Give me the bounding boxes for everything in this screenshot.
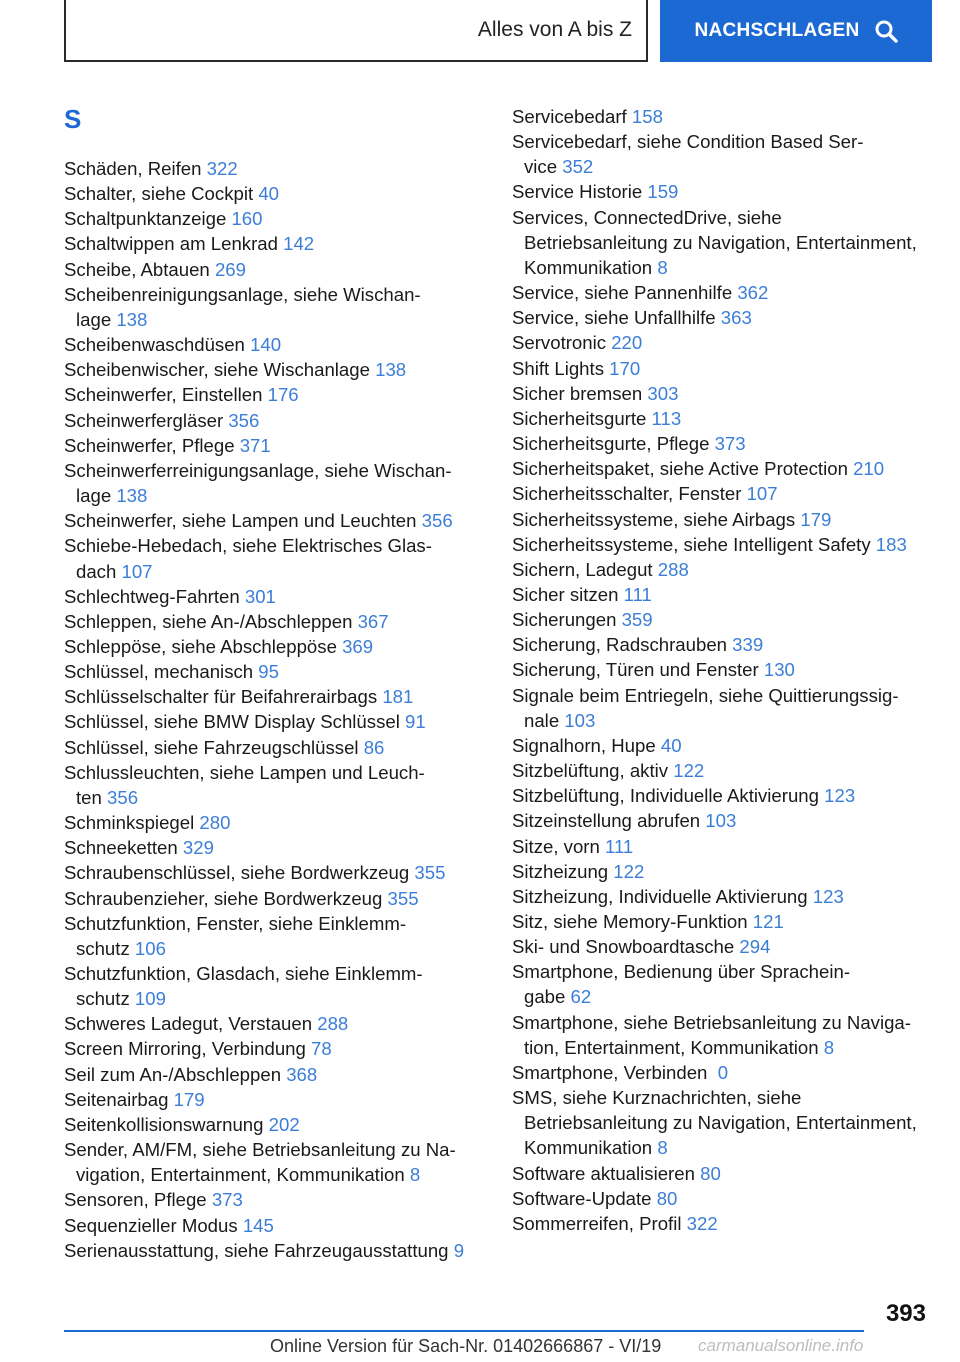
entry-text: Scheinwerfer, siehe Lampen und Leuchten — [64, 510, 422, 532]
page-link[interactable]: 138 — [375, 359, 407, 381]
page-header — [64, 0, 932, 64]
index-entry — [512, 104, 942, 129]
entry-text: Schraubenzieher, siehe Bordwerkzeug — [64, 887, 388, 909]
page-link[interactable]: 220 — [611, 332, 643, 354]
entry-text: Schlüssel, siehe BMW Display Schlüssel — [64, 711, 406, 733]
version-text: Online Version für Sach-Nr. 01402666867 - VI/19 — [270, 1336, 662, 1356]
index-entry — [64, 458, 484, 508]
page-link[interactable]: 40 — [660, 734, 682, 756]
page-link[interactable]: 121 — [752, 911, 784, 932]
index-entry — [64, 684, 484, 709]
index-entry — [512, 783, 942, 808]
page-link[interactable]: 111 — [623, 583, 652, 605]
index-entry — [64, 810, 484, 835]
page-link[interactable]: 138 — [116, 485, 148, 507]
index-entry — [512, 330, 942, 355]
page-link[interactable]: 368 — [286, 1063, 318, 1085]
entry-text: Seitenairbag — [64, 1088, 174, 1110]
entry-text: Schaltpunktanzeige — [64, 208, 232, 230]
index-entry — [512, 381, 942, 406]
index-entry — [64, 709, 484, 734]
index-entry — [512, 834, 942, 859]
page-link[interactable]: 62 — [570, 986, 592, 1008]
page-link[interactable]: 176 — [267, 384, 299, 406]
index-entry — [64, 835, 484, 860]
index-entry — [512, 607, 942, 632]
entry-text: SMS, siehe Kurznachrichten, siehe Betriebsanleitung zu Navigation, Entertainment, Kommunikation — [512, 1087, 917, 1159]
page-link[interactable]: 160 — [231, 208, 263, 230]
entry-text: Software aktualisieren — [512, 1162, 701, 1184]
index-entry — [64, 860, 484, 885]
entry-text: Scheibenwischer, siehe Wischanlage — [64, 359, 376, 381]
index-entry — [64, 886, 484, 911]
index-column-left — [64, 102, 484, 1263]
entry-text: Schneeketten — [64, 837, 183, 859]
index-entry — [512, 179, 942, 204]
page-link[interactable]: 142 — [283, 233, 315, 255]
index-entry — [64, 1137, 484, 1187]
index-entry — [512, 507, 942, 532]
page-link[interactable]: 107 — [121, 560, 153, 582]
entry-text: Sitz, siehe Memory-Funktion — [512, 911, 753, 932]
page-link[interactable]: 202 — [268, 1113, 300, 1135]
entry-text: Smartphone, Verbinden — [512, 1061, 718, 1083]
page-link[interactable]: 86 — [363, 736, 385, 758]
entry-text: Sensoren, Pflege — [64, 1189, 212, 1211]
page-link[interactable]: 8 — [409, 1164, 421, 1186]
index-entry — [512, 1010, 942, 1060]
index-entry — [512, 532, 942, 557]
index-entry — [64, 206, 484, 231]
entry-text: Sequenzieller Modus — [64, 1214, 243, 1236]
index-entry — [512, 859, 942, 884]
entry-text: Scheibe, Abtauen — [64, 258, 215, 280]
page-link[interactable]: 322 — [206, 158, 238, 179]
page-link[interactable]: 356 — [421, 510, 453, 532]
entry-text: Screen Mirroring, Verbindung — [64, 1038, 312, 1060]
entry-text: Schutzfunktion, Fenster, siehe Einklemm‐ schutz — [64, 912, 407, 959]
entry-text: Sicher sitzen — [512, 583, 624, 605]
search-icon — [874, 19, 898, 43]
entry-text: Signale beim Entriegeln, siehe Quittierungssig‐ nale — [512, 684, 899, 731]
entry-text: Serienausstattung, siehe Fahrzeugausstattung — [64, 1239, 454, 1261]
page-link[interactable]: 122 — [613, 860, 645, 882]
index-entry — [64, 735, 484, 760]
page-link[interactable]: 159 — [647, 181, 679, 203]
page-link[interactable]: 373 — [211, 1189, 243, 1211]
page-link[interactable]: 367 — [357, 610, 389, 632]
entry-text: Scheinwerfer, Pflege — [64, 434, 240, 456]
index-entry — [512, 808, 942, 833]
page-link[interactable]: 294 — [739, 936, 771, 958]
page-link[interactable]: 130 — [763, 659, 795, 681]
section-tab[interactable] — [64, 0, 648, 62]
entry-text: Service, siehe Pannenhilfe — [512, 282, 738, 304]
page-link[interactable]: 107 — [746, 483, 778, 505]
page-link[interactable]: 103 — [564, 709, 596, 731]
index-entry — [64, 1011, 484, 1036]
page-link[interactable]: 183 — [875, 533, 907, 555]
index-entry — [512, 456, 942, 481]
footer-divider — [64, 1330, 864, 1332]
index-entry — [64, 1187, 484, 1212]
entry-text: Servicebedarf — [512, 106, 632, 127]
entry-text: Scheibenwaschdüsen — [64, 334, 251, 356]
index-entry — [64, 433, 484, 458]
entry-text: Scheinwerfer, Einstellen — [64, 384, 268, 406]
entry-text: Service Historie — [512, 181, 648, 203]
index-entry — [512, 356, 942, 381]
index-entry — [64, 181, 484, 206]
entry-text: Sitzheizung — [512, 860, 614, 882]
entry-text: Signalhorn, Hupe — [512, 734, 661, 756]
page-link[interactable]: 280 — [199, 812, 231, 834]
index-entry — [512, 1161, 942, 1186]
entry-text: Software-Update — [512, 1187, 657, 1209]
entry-text: Schleppen, siehe An-/Abschleppen — [64, 610, 358, 632]
page-link[interactable]: 288 — [317, 1013, 349, 1035]
index-entry — [512, 557, 942, 582]
index-entry — [512, 632, 942, 657]
page-link[interactable]: 356 — [107, 786, 139, 808]
page-link[interactable]: 322 — [686, 1212, 718, 1234]
index-entry — [64, 584, 484, 609]
page-link[interactable]: 363 — [720, 307, 752, 329]
section-title: Alles von A bis Z — [477, 18, 632, 41]
page-link[interactable]: 355 — [387, 887, 419, 909]
page-link[interactable]: 9 — [453, 1239, 465, 1261]
index-entry — [64, 282, 484, 332]
entry-text: Services, ConnectedDrive, siehe Betriebsanleitung zu Navigation, Entertainment, Kommunikation — [512, 206, 917, 278]
index-entry — [512, 582, 942, 607]
entry-text: Schraubenschlüssel, siehe Bordwerkzeug — [64, 862, 415, 884]
entry-text: Schminkspiegel — [64, 812, 200, 834]
index-entry — [64, 508, 484, 533]
page-link[interactable]: 303 — [647, 382, 679, 404]
entry-text: Sender, AM/FM, siehe Betriebsanleitung zu Na‐ vigation, Entertainment, Kommunikation — [64, 1139, 456, 1186]
page-link[interactable]: 170 — [609, 357, 641, 379]
index-entry — [512, 934, 942, 959]
page-link[interactable]: 369 — [342, 635, 374, 657]
entry-text: Sitzbelüftung, Individuelle Aktivierung — [512, 785, 825, 807]
entry-text: Schutzfunktion, Glasdach, siehe Einklemm‐ schutz — [64, 963, 423, 1010]
index-entry — [512, 657, 942, 682]
page-link[interactable]: 91 — [405, 711, 426, 733]
entry-text: Schweres Ladegut, Verstauen — [64, 1013, 318, 1035]
index-entry — [64, 609, 484, 634]
page-link[interactable]: 352 — [562, 156, 594, 178]
entry-text: Sicherheitspaket, siehe Active Protection — [512, 458, 854, 480]
entry-text: Scheinwerfergläser — [64, 409, 229, 431]
entry-text: Sicherheitsschalter, Fenster — [512, 483, 747, 505]
entry-text: Sicherheitsgurte — [512, 407, 652, 429]
index-entry — [512, 758, 942, 783]
index-entry — [64, 408, 484, 433]
entry-text: Schiebe-Hebedach, siehe Elektrisches Glas‐ dach — [64, 535, 432, 582]
entry-text: Seil zum An-/Abschleppen — [64, 1063, 287, 1085]
entry-text: Servicebedarf, siehe Condition Based Ser‐ vice — [512, 131, 864, 178]
page-link[interactable]: 339 — [732, 634, 764, 656]
index-entry — [512, 1060, 942, 1085]
index-entry — [512, 959, 942, 1009]
index-entry — [64, 911, 484, 961]
page-link[interactable]: 288 — [657, 558, 689, 580]
page-link[interactable]: 109 — [134, 988, 166, 1010]
index-entry — [64, 1213, 484, 1238]
entry-text: Schleppöse, siehe Abschleppöse — [64, 635, 343, 657]
entry-text: Sicherheitssysteme, siehe Airbags — [512, 508, 801, 530]
page-link[interactable]: 373 — [714, 433, 746, 455]
page-link[interactable]: 8 — [823, 1036, 835, 1058]
index-entry — [64, 1087, 484, 1112]
page-link[interactable]: 8 — [657, 256, 668, 278]
entry-text: Sicherheitssysteme, siehe Intelligent Safety — [512, 533, 876, 555]
page-link[interactable]: 362 — [737, 282, 769, 304]
page-link[interactable]: 179 — [173, 1088, 205, 1110]
page-link[interactable]: 122 — [673, 760, 705, 782]
index-entry — [512, 280, 942, 305]
entry-text: Scheinwerferreinigungsanlage, siehe Wischan‐ lage — [64, 459, 452, 507]
index-entry — [512, 909, 942, 934]
page-link[interactable]: 80 — [700, 1162, 721, 1184]
entry-text: Schlechtweg-Fahrten — [64, 585, 245, 607]
entry-text: Shift Lights — [512, 357, 610, 379]
entry-text: Schalter, siehe Cockpit — [64, 183, 259, 205]
index-entry — [64, 1062, 484, 1087]
entry-text: Sitzheizung, Individuelle Aktivierung — [512, 885, 813, 907]
entry-text: Schlüssel, siehe Fahrzeugschlüssel — [64, 736, 364, 758]
entry-text: Ski- und Snowboardtasche — [512, 936, 740, 958]
page-link[interactable]: 103 — [705, 810, 737, 832]
page-link[interactable]: 123 — [824, 785, 856, 807]
index-entry — [64, 961, 484, 1011]
index-list-left — [64, 156, 484, 1263]
entry-text: Service, siehe Unfallhilfe — [512, 307, 721, 329]
entry-text: Smartphone, Bedienung über Sprachein‐ gabe — [512, 961, 851, 1008]
page-link[interactable]: 210 — [853, 458, 885, 480]
page-link[interactable]: 355 — [414, 862, 446, 884]
page-link[interactable]: 111 — [605, 835, 634, 857]
index-entry — [512, 481, 942, 506]
page-link[interactable]: 80 — [656, 1187, 678, 1209]
index-entry — [64, 1112, 484, 1137]
page-link[interactable]: 359 — [621, 609, 653, 631]
entry-text: Schlüsselschalter für Beifahrerairbags — [64, 686, 383, 708]
index-entry — [64, 533, 484, 583]
entry-text: Seitenkollisionswarnung — [64, 1113, 269, 1135]
index-entry — [512, 205, 942, 280]
index-entry — [64, 231, 484, 256]
index-entry — [64, 1238, 484, 1263]
index-list-right — [512, 104, 942, 1236]
page-link[interactable]: 181 — [382, 686, 414, 708]
index-entry — [512, 129, 942, 179]
entry-text: Schaltwippen am Lenkrad — [64, 233, 284, 255]
index-entry — [512, 406, 942, 431]
nachschlagen-tab[interactable] — [660, 0, 932, 62]
entry-text: Schäden, Reifen — [64, 158, 207, 179]
index-entry — [64, 634, 484, 659]
page-link[interactable]: 113 — [651, 407, 682, 429]
entry-text: Sommerreifen, Profil — [512, 1212, 687, 1234]
entry-text: Sichern, Ladegut — [512, 558, 658, 580]
page-link[interactable]: 8 — [657, 1137, 668, 1159]
entry-text: Sicherheitsgurte, Pflege — [512, 433, 715, 455]
entry-text: Sitzbelüftung, aktiv — [512, 760, 674, 782]
index-entry — [512, 884, 942, 909]
entry-text: Schlüssel, mechanisch — [64, 661, 259, 683]
index-entry — [64, 760, 484, 810]
entry-text: Sicherungen — [512, 609, 622, 631]
entry-text: Schlussleuchten, siehe Lampen und Leuch‐ ten — [64, 761, 425, 808]
entry-text: Sitze, vorn — [512, 835, 606, 857]
watermark: carmanualsonline.info — [698, 1336, 864, 1355]
entry-text: Sicherung, Türen und Fenster — [512, 659, 764, 681]
page-link[interactable]: 329 — [182, 837, 214, 859]
index-entry — [512, 733, 942, 758]
index-entry — [64, 257, 484, 282]
page-link[interactable]: 123 — [812, 885, 844, 907]
index-column-right — [512, 104, 942, 1236]
page-link[interactable]: 106 — [134, 937, 166, 959]
index-letter: S — [64, 104, 82, 134]
index-entry — [512, 1186, 942, 1211]
nav-label: NACHSCHLAGEN — [694, 20, 860, 41]
entry-text: Servotronic — [512, 332, 612, 354]
page-link[interactable]: 269 — [214, 258, 246, 280]
index-entry — [64, 156, 484, 181]
page-link[interactable]: 95 — [258, 661, 279, 683]
entry-text: Smartphone, siehe Betriebsanleitung zu Naviga‐ tion, Entertainment, Kommunikation — [512, 1011, 911, 1058]
page-link[interactable]: 371 — [239, 434, 271, 456]
page-number: 393 — [885, 1300, 926, 1327]
page-link[interactable]: 0 — [717, 1061, 729, 1083]
page-link[interactable]: 356 — [228, 409, 260, 431]
page-link[interactable]: 179 — [800, 508, 832, 530]
page-link[interactable]: 40 — [258, 183, 279, 205]
page-link[interactable]: 145 — [242, 1214, 274, 1236]
page-link[interactable]: 158 — [631, 106, 663, 127]
page-link[interactable]: 140 — [250, 334, 282, 356]
index-entry — [512, 683, 942, 733]
index-entry — [64, 382, 484, 407]
index-entry — [512, 305, 942, 330]
index-entry — [512, 431, 942, 456]
entry-text: Sitzeinstellung abrufen — [512, 810, 706, 832]
entry-text: Scheibenreinigungsanlage, siehe Wischan‐ lage — [64, 283, 421, 330]
entry-text: Sicher bremsen — [512, 382, 648, 404]
index-entry — [512, 1085, 942, 1160]
index-entry — [64, 332, 484, 357]
page-link[interactable]: 78 — [311, 1038, 332, 1060]
index-entry — [64, 1036, 484, 1061]
index-entry — [64, 357, 484, 382]
page-link[interactable]: 301 — [244, 585, 276, 607]
page-link[interactable]: 138 — [116, 308, 148, 330]
entry-text: Sicherung, Radschrauben — [512, 634, 733, 656]
index-entry — [512, 1211, 942, 1236]
index-entry — [64, 659, 484, 684]
